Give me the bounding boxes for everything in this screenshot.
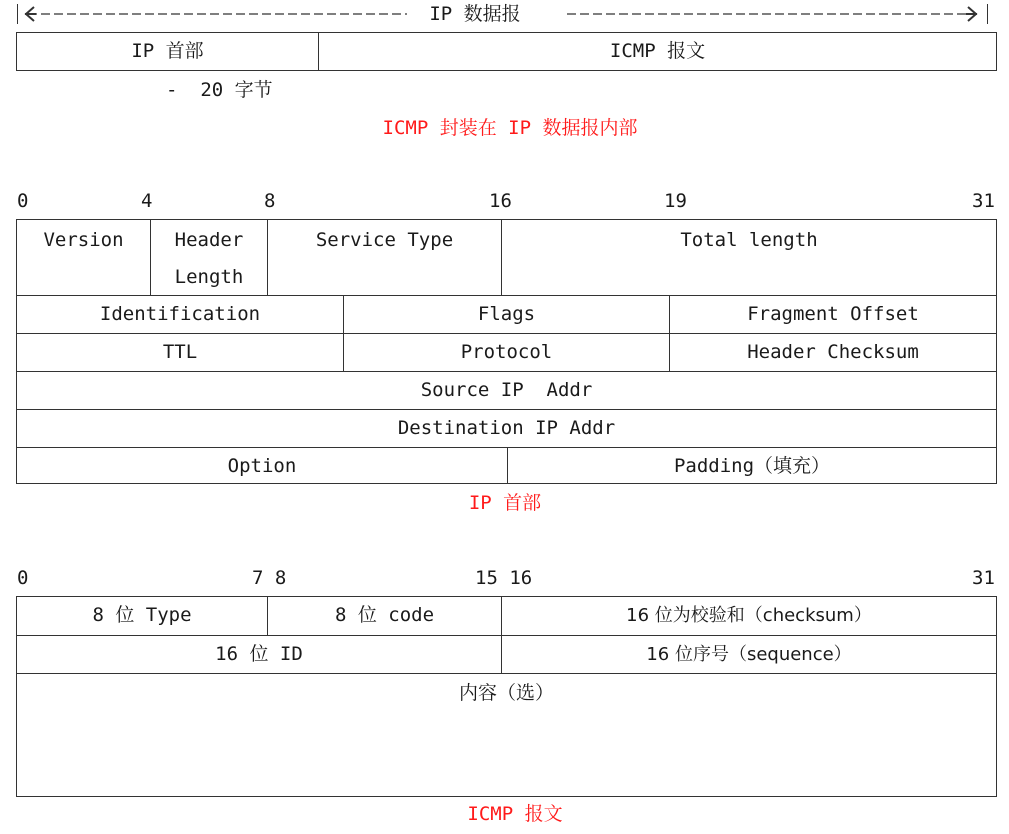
version-field: Version xyxy=(43,229,124,251)
type-field: 8 位 Type xyxy=(92,604,192,626)
bit-label: 0 xyxy=(17,190,29,212)
bit-label: 31 xyxy=(972,567,995,589)
bit-label: 31 xyxy=(972,190,995,212)
icmp-message-caption: ICMP 报文 xyxy=(467,803,563,825)
header-length-field-line1: Header xyxy=(174,229,244,251)
bit-label: 19 xyxy=(664,190,687,212)
total-length-field: Total length xyxy=(680,229,818,251)
bit-label: 7 8 xyxy=(252,567,287,589)
header-length-field-line2: Length xyxy=(174,266,244,288)
sequence-field: 16 位序号（sequence） xyxy=(646,644,852,665)
arrow-left-tick xyxy=(17,4,18,24)
flags-field: Flags xyxy=(477,303,536,325)
ip-header-table xyxy=(16,219,997,484)
bit-label: 4 xyxy=(141,190,153,212)
bit-label: 15 16 xyxy=(475,567,533,589)
source-ip-field: Source IP Addr xyxy=(420,379,593,401)
icmp-message-segment: ICMP 报文 xyxy=(609,40,706,62)
id-field: 16 位 ID xyxy=(215,643,303,665)
ip-datagram-label: IP 数据报 xyxy=(429,3,521,25)
padding-field: Padding（填充） xyxy=(673,455,831,477)
fragment-offset-field: Fragment Offset xyxy=(747,303,919,325)
destination-ip-field: Destination IP Addr xyxy=(397,417,616,439)
checksum-field: 16 位为校验和（checksum） xyxy=(626,605,872,626)
icmp-message-table xyxy=(16,596,997,797)
ttl-field: TTL xyxy=(162,341,198,363)
ip-header-segment: IP 首部 xyxy=(131,40,204,62)
bit-label: 0 xyxy=(17,567,29,589)
option-field: Option xyxy=(227,455,297,477)
content-field: 内容（选） xyxy=(458,682,554,704)
service-type-field: Service Type xyxy=(315,229,454,251)
ip-header-caption: IP 首部 xyxy=(468,492,542,514)
bit-label: 16 xyxy=(489,190,512,212)
identification-field: Identification xyxy=(99,303,261,325)
ip-datagram-box xyxy=(16,32,997,71)
bytes-note: - 20 字节 xyxy=(166,79,273,101)
code-field: 8 位 code xyxy=(334,604,435,626)
protocol-field: Protocol xyxy=(460,341,553,363)
header-checksum-field: Header Checksum xyxy=(747,341,919,363)
arrow-right-tick xyxy=(987,4,988,24)
bit-label: 8 xyxy=(264,190,276,212)
encapsulation-caption: ICMP 封装在 IP 数据报内部 xyxy=(382,117,638,139)
